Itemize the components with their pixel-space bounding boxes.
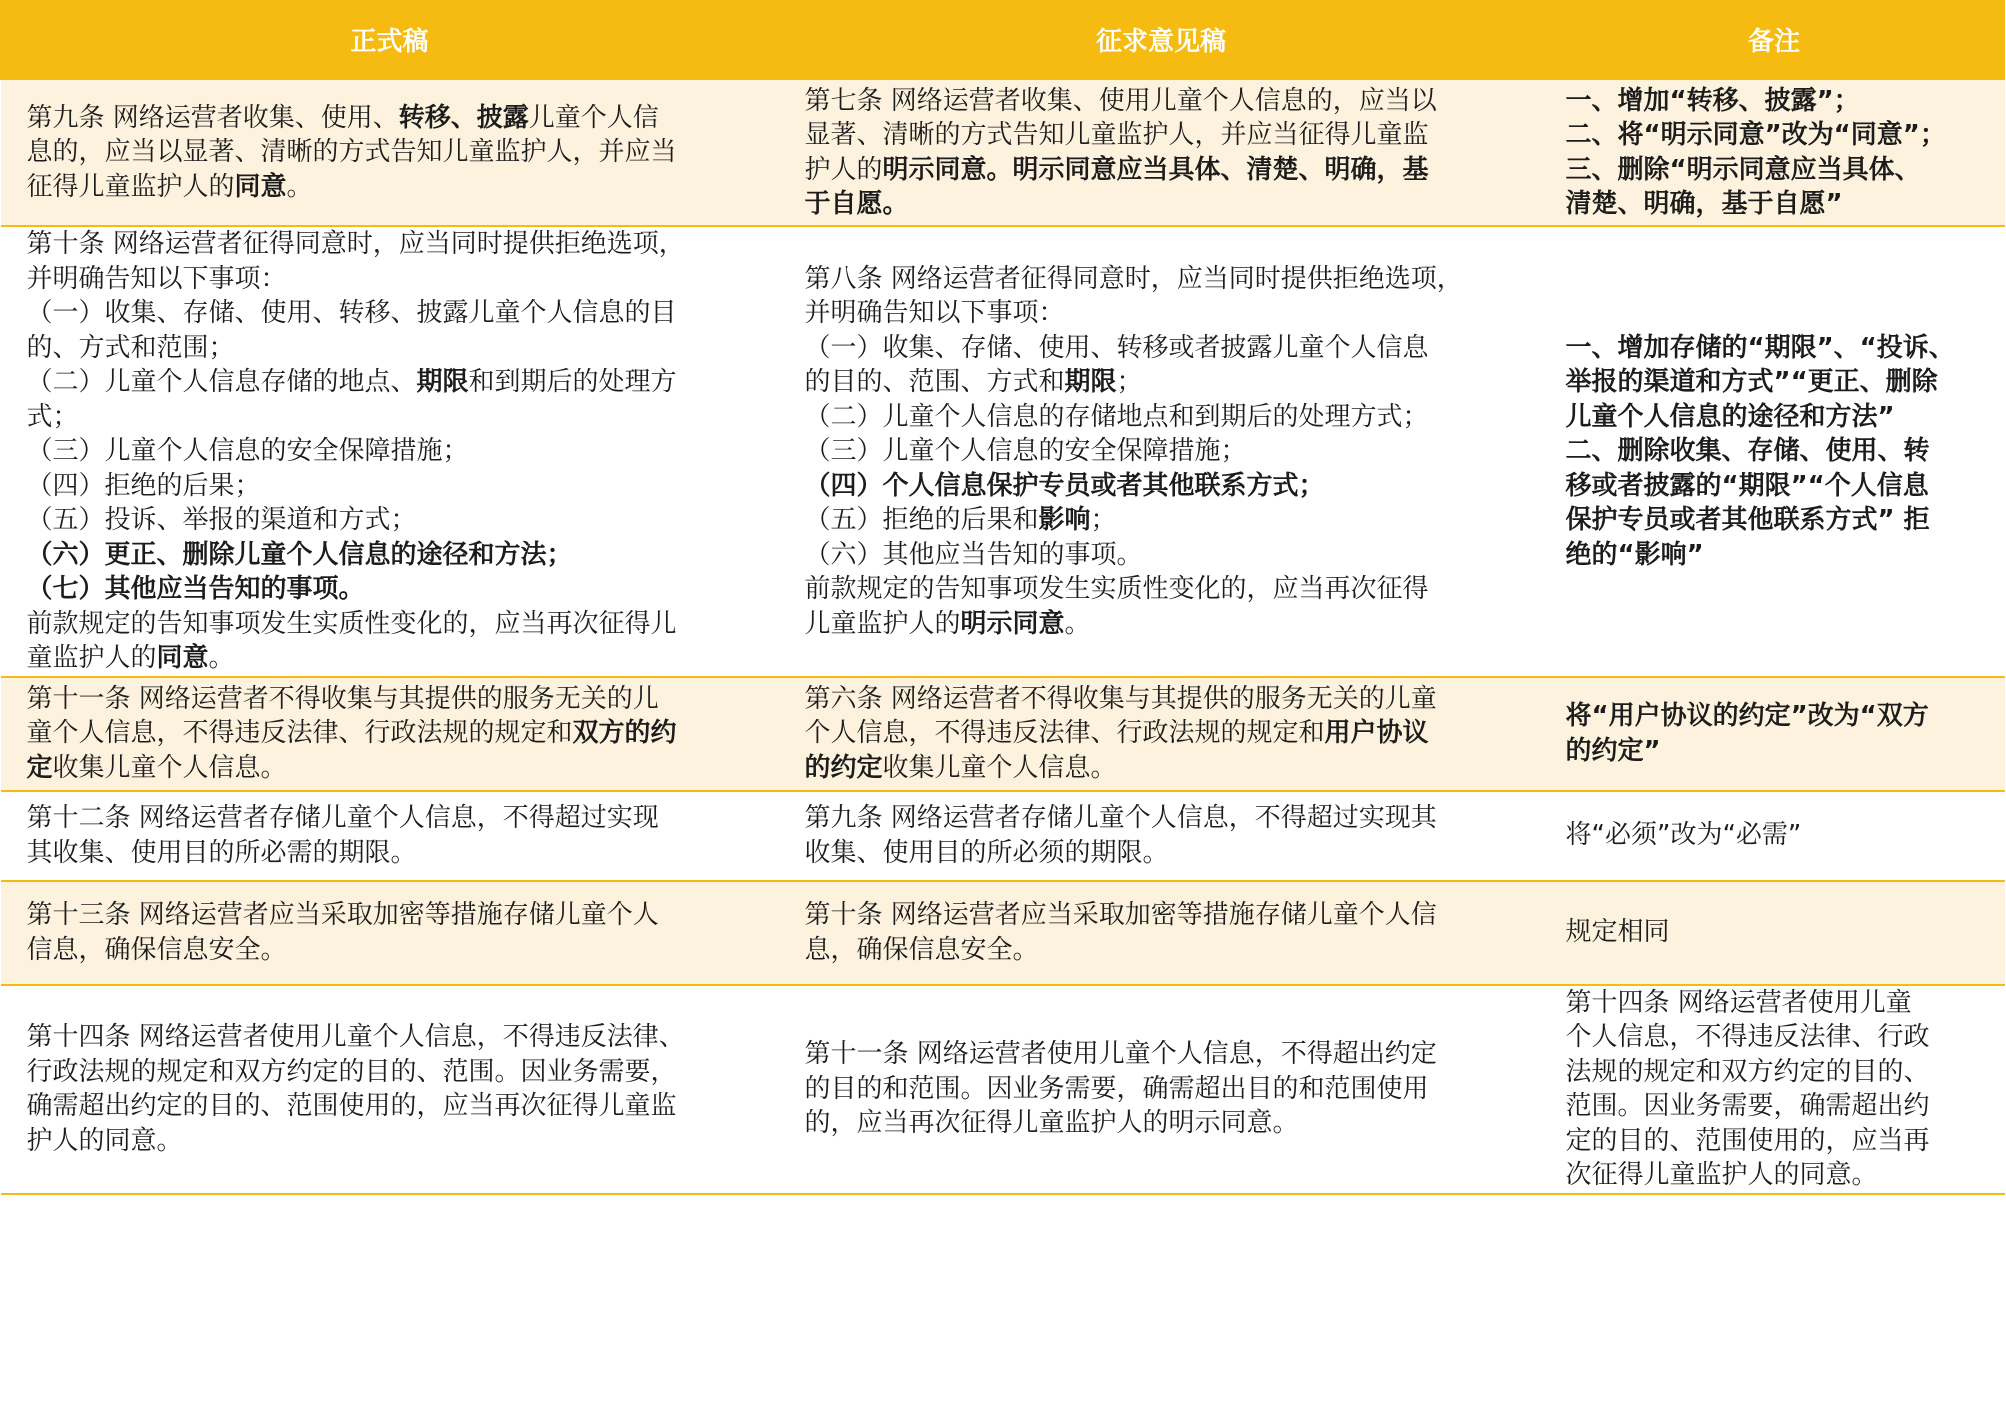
bold-text: （四）个人信息保护专员或者其他联系方式； bbox=[804, 470, 1325, 501]
text-line bbox=[805, 503, 1530, 538]
text-line bbox=[805, 898, 1530, 933]
text-segment: 收集、使用目的所必须的期限。 bbox=[804, 837, 1169, 868]
table-row bbox=[1, 677, 2005, 791]
text-line bbox=[27, 607, 759, 642]
text-segment: 第七条 网络运营者收集、使用儿童个人信息的，应当以 bbox=[804, 85, 1437, 116]
bold-text: 期限 bbox=[416, 367, 469, 397]
text-line bbox=[1566, 84, 1993, 119]
table-row bbox=[1, 881, 2005, 985]
draft-cell bbox=[779, 985, 1544, 1194]
text-line bbox=[1566, 734, 1993, 769]
text-line bbox=[27, 641, 759, 676]
note-cell bbox=[1544, 226, 2005, 677]
text-segment: （五）拒绝的后果和 bbox=[804, 505, 1039, 535]
text-line bbox=[1566, 538, 1993, 573]
bold-text: 清楚、明确，基于自愿” bbox=[1565, 189, 1843, 219]
text-line bbox=[27, 751, 759, 786]
text-segment: ； bbox=[1090, 505, 1117, 535]
text-line bbox=[27, 469, 759, 504]
text-segment: 法规的规定和双方约定的目的、 bbox=[1565, 1056, 1930, 1087]
text-segment: 并明确告知以下事项： bbox=[804, 298, 1065, 328]
text-line bbox=[27, 365, 759, 400]
text-line bbox=[1566, 434, 1993, 469]
text-line bbox=[27, 296, 759, 331]
note-cell bbox=[1544, 677, 2005, 791]
bold-text: 期限 bbox=[1064, 367, 1117, 397]
table-row bbox=[1, 79, 2005, 226]
text-segment: 次征得儿童监护人的同意。 bbox=[1565, 1160, 1878, 1190]
bold-text: 定 bbox=[26, 752, 53, 783]
text-line bbox=[805, 751, 1530, 786]
bold-text: 明示同意。明示同意应当具体、清楚、明确，基 bbox=[882, 154, 1429, 185]
text-segment: 第九条 网络运营者收集、使用、 bbox=[26, 102, 399, 133]
text-segment: 。 bbox=[1064, 608, 1091, 639]
bold-text: 将“用户协议的约定”改为“双方 bbox=[1565, 701, 1929, 731]
text-line bbox=[27, 682, 759, 717]
note-cell bbox=[1544, 881, 2005, 985]
text-line bbox=[805, 607, 1530, 642]
text-line bbox=[27, 503, 759, 538]
text-segment: 息的，应当以显著、清晰的方式告知儿童监护人，并应当 bbox=[26, 137, 677, 168]
text-line bbox=[805, 84, 1530, 119]
text-line bbox=[805, 331, 1530, 366]
text-line bbox=[805, 538, 1530, 573]
text-segment: 第十条 网络运营者征得同意时，应当同时提供拒绝选项， bbox=[26, 229, 685, 259]
text-segment: 第十三条 网络运营者应当采取加密等措施存储儿童个人 bbox=[26, 900, 659, 930]
text-segment: （五）投诉、举报的渠道和方式； bbox=[26, 505, 417, 535]
text-line bbox=[805, 434, 1530, 469]
bold-text: 的约定 bbox=[804, 752, 883, 783]
text-line bbox=[1566, 818, 1993, 853]
text-line bbox=[1566, 1020, 1993, 1055]
draft-cell bbox=[779, 677, 1544, 791]
text-segment: 第十四条 网络运营者使用儿童个人信息，不得违反法律、 bbox=[26, 1022, 685, 1052]
text-line bbox=[805, 400, 1530, 435]
bold-text: 一、增加“转移、披露”； bbox=[1565, 85, 1860, 116]
text-segment: 第十二条 网络运营者存储儿童个人信息，不得超过实现 bbox=[26, 803, 659, 833]
text-segment: 第十一条 网络运营者使用儿童个人信息，不得超出约定 bbox=[804, 1039, 1437, 1070]
bold-text: 三、删除“明示同意应当具体、 bbox=[1565, 154, 1921, 185]
text-line bbox=[1566, 1089, 1993, 1124]
text-segment: 规定相同 bbox=[1565, 917, 1670, 948]
text-segment: 个人信息，不得违反法律、行政 bbox=[1565, 1022, 1930, 1052]
text-line bbox=[1566, 187, 1993, 222]
text-segment: 和到期后的处理方 bbox=[468, 367, 677, 397]
draft-cell bbox=[779, 791, 1544, 881]
text-segment: 其收集、使用目的所必需的期限。 bbox=[26, 837, 417, 868]
bold-text: 于自愿。 bbox=[804, 189, 909, 219]
text-line bbox=[27, 434, 759, 469]
table-header bbox=[1, 0, 2005, 79]
text-line bbox=[1566, 469, 1993, 504]
text-line bbox=[1566, 1055, 1993, 1090]
text-line bbox=[27, 135, 759, 170]
text-segment: 第十条 网络运营者应当采取加密等措施存储儿童个人信 bbox=[804, 900, 1437, 930]
bold-text: 同意 bbox=[156, 643, 209, 673]
text-line bbox=[27, 101, 759, 136]
text-segment: 前款规定的告知事项发生实质性变化的，应当再次征得 bbox=[804, 574, 1429, 604]
note-cell bbox=[1544, 791, 2005, 881]
text-line bbox=[27, 836, 759, 871]
text-line bbox=[27, 538, 759, 573]
text-line bbox=[805, 1037, 1530, 1072]
text-segment: 前款规定的告知事项发生实质性变化的，应当再次征得儿 bbox=[26, 608, 677, 639]
text-segment: （三）儿童个人信息的安全保障措施； bbox=[804, 436, 1247, 466]
bold-text: 转移、披露 bbox=[398, 102, 529, 133]
formal-cell bbox=[1, 985, 779, 1194]
text-line bbox=[805, 716, 1530, 751]
text-segment: 范围。因业务需要，确需超出约 bbox=[1565, 1091, 1930, 1121]
bold-text: 影响 bbox=[1038, 505, 1091, 535]
text-line bbox=[1566, 986, 1993, 1021]
text-line bbox=[805, 469, 1530, 504]
header-row bbox=[1, 0, 2005, 79]
draft-cell bbox=[779, 79, 1544, 226]
formal-cell bbox=[1, 791, 779, 881]
text-segment: 息，确保信息安全。 bbox=[804, 934, 1039, 965]
bold-text: 同意 bbox=[234, 171, 287, 202]
text-line bbox=[27, 898, 759, 933]
text-line bbox=[805, 801, 1530, 836]
text-segment: 的，应当再次征得儿童监护人的明示同意。 bbox=[804, 1108, 1299, 1139]
text-segment: （二）儿童个人信息存储的地点、 bbox=[26, 367, 417, 397]
text-segment: 将“必须”改为“必需” bbox=[1565, 820, 1802, 851]
text-segment: （四）拒绝的后果； bbox=[26, 470, 261, 501]
bold-text: 保护专员或者其他联系方式” 拒 bbox=[1565, 505, 1930, 535]
note-cell bbox=[1544, 79, 2005, 226]
text-segment: 儿童个人信 bbox=[528, 102, 659, 133]
table-body bbox=[1, 79, 2005, 1194]
draft-cell bbox=[779, 881, 1544, 985]
formal-cell bbox=[1, 226, 779, 677]
text-line bbox=[27, 262, 759, 297]
bold-text: （七）其他应当告知的事项。 bbox=[26, 574, 365, 604]
text-segment: 信息，确保信息安全。 bbox=[26, 934, 287, 965]
text-segment: 护人的 bbox=[804, 154, 883, 185]
text-line bbox=[27, 400, 759, 435]
text-segment: 。 bbox=[286, 171, 313, 202]
bold-text: 一、增加存储的“期限”、“投诉、 bbox=[1565, 332, 1955, 363]
formal-cell bbox=[1, 677, 779, 791]
table-row bbox=[1, 791, 2005, 881]
bold-text: 用户协议 bbox=[1324, 718, 1429, 749]
text-line bbox=[805, 187, 1530, 222]
text-line bbox=[805, 572, 1530, 607]
text-line bbox=[27, 227, 759, 262]
text-segment: 第六条 网络运营者不得收集与其提供的服务无关的儿童 bbox=[804, 683, 1437, 714]
text-line bbox=[1566, 331, 1993, 366]
text-segment: 童监护人的 bbox=[26, 643, 157, 673]
bold-text: 明示同意 bbox=[960, 608, 1065, 639]
text-line bbox=[805, 1106, 1530, 1141]
text-segment: （六）其他应当告知的事项。 bbox=[804, 539, 1143, 570]
bold-text: 二、删除收集、存储、使用、转 bbox=[1565, 436, 1930, 466]
text-segment: 第八条 网络运营者征得同意时，应当同时提供拒绝选项， bbox=[804, 263, 1463, 294]
text-line bbox=[805, 296, 1530, 331]
text-segment: 。 bbox=[208, 643, 235, 673]
text-line bbox=[1566, 1124, 1993, 1159]
text-line bbox=[1566, 503, 1993, 538]
text-line bbox=[805, 836, 1530, 871]
text-line bbox=[805, 262, 1530, 297]
text-line bbox=[1566, 153, 1993, 188]
text-segment: 第十四条 网络运营者使用儿童 bbox=[1565, 987, 1912, 1018]
text-segment: 护人的同意。 bbox=[26, 1125, 183, 1156]
formal-cell bbox=[1, 79, 779, 226]
text-segment: 的目的和范围。因业务需要，确需超出目的和范围使用 bbox=[804, 1073, 1429, 1104]
text-segment: 并明确告知以下事项： bbox=[26, 263, 287, 294]
bold-text: 双方的约 bbox=[572, 718, 677, 749]
header-draft: 征求意见稿 bbox=[779, 0, 1544, 79]
text-line bbox=[27, 801, 759, 836]
text-line bbox=[805, 682, 1530, 717]
text-segment: 确需超出约定的目的、范围使用的，应当再次征得儿童监 bbox=[26, 1091, 677, 1121]
text-segment: 第十一条 网络运营者不得收集与其提供的服务无关的儿 bbox=[26, 683, 659, 714]
text-segment: （二）儿童个人信息的存储地点和到期后的处理方式； bbox=[804, 401, 1429, 432]
bold-text: 绝的“影响” bbox=[1565, 539, 1704, 570]
text-line bbox=[1566, 699, 1993, 734]
text-line bbox=[27, 331, 759, 366]
text-segment: （三）儿童个人信息的安全保障措施； bbox=[26, 436, 469, 466]
text-line bbox=[805, 1072, 1530, 1107]
text-segment: 行政法规的规定和双方约定的目的、范围。因业务需要， bbox=[26, 1056, 677, 1087]
bold-text: （六）更正、删除儿童个人信息的途径和方法； bbox=[26, 539, 573, 570]
text-line bbox=[805, 365, 1530, 400]
text-line bbox=[1566, 915, 1993, 950]
bold-text: 的约定” bbox=[1565, 735, 1661, 766]
text-line bbox=[805, 118, 1530, 153]
draft-cell bbox=[779, 226, 1544, 677]
text-line bbox=[27, 1089, 759, 1124]
text-line bbox=[1566, 1158, 1993, 1193]
text-segment: 收集儿童个人信息。 bbox=[882, 752, 1117, 783]
text-segment: 显著、清晰的方式告知儿童监护人，并应当征得儿童监 bbox=[804, 120, 1429, 150]
text-segment: 的、方式和范围； bbox=[26, 332, 235, 363]
text-segment: 征得儿童监护人的 bbox=[26, 171, 235, 202]
table-row bbox=[1, 985, 2005, 1194]
text-segment: 收集儿童个人信息。 bbox=[52, 752, 287, 783]
text-line bbox=[1566, 118, 1993, 153]
formal-cell bbox=[1, 881, 779, 985]
text-line bbox=[805, 153, 1530, 188]
bold-text: 二、将“明示同意”改为“同意”； bbox=[1565, 120, 1946, 150]
table-row bbox=[1, 226, 2005, 677]
text-line bbox=[27, 170, 759, 205]
text-line bbox=[27, 1055, 759, 1090]
text-segment: （一）收集、存储、使用、转移、披露儿童个人信息的目 bbox=[26, 298, 677, 328]
text-segment: 个人信息，不得违反法律、行政法规的规定和 bbox=[804, 718, 1325, 749]
bold-text: 举报的渠道和方式”“更正、删除 bbox=[1565, 367, 1938, 397]
text-segment: 第九条 网络运营者存储儿童个人信息，不得超过实现其 bbox=[804, 803, 1437, 833]
text-line bbox=[27, 1020, 759, 1055]
text-line bbox=[27, 572, 759, 607]
text-line bbox=[1566, 365, 1993, 400]
text-segment: 的目的、范围、方式和 bbox=[804, 367, 1065, 397]
text-segment: 定的目的、范围使用的，应当再 bbox=[1565, 1125, 1930, 1156]
text-segment: ； bbox=[1116, 367, 1143, 397]
text-segment: 童个人信息，不得违反法律、行政法规的规定和 bbox=[26, 718, 573, 749]
text-line bbox=[27, 1124, 759, 1159]
text-line bbox=[27, 716, 759, 751]
text-line bbox=[805, 933, 1530, 968]
note-cell bbox=[1544, 985, 2005, 1194]
header-note: 备注 bbox=[1544, 0, 2005, 79]
text-segment: （一）收集、存储、使用、转移或者披露儿童个人信息 bbox=[804, 332, 1429, 363]
bold-text: 儿童个人信息的途径和方法” bbox=[1565, 401, 1895, 432]
text-line bbox=[27, 933, 759, 968]
header-formal: 正式稿 bbox=[1, 0, 779, 79]
text-line bbox=[1566, 400, 1993, 435]
text-segment: 儿童监护人的 bbox=[804, 608, 961, 639]
text-segment: 式； bbox=[26, 401, 79, 432]
bold-text: 移或者披露的“期限”“个人信息 bbox=[1565, 470, 1929, 501]
